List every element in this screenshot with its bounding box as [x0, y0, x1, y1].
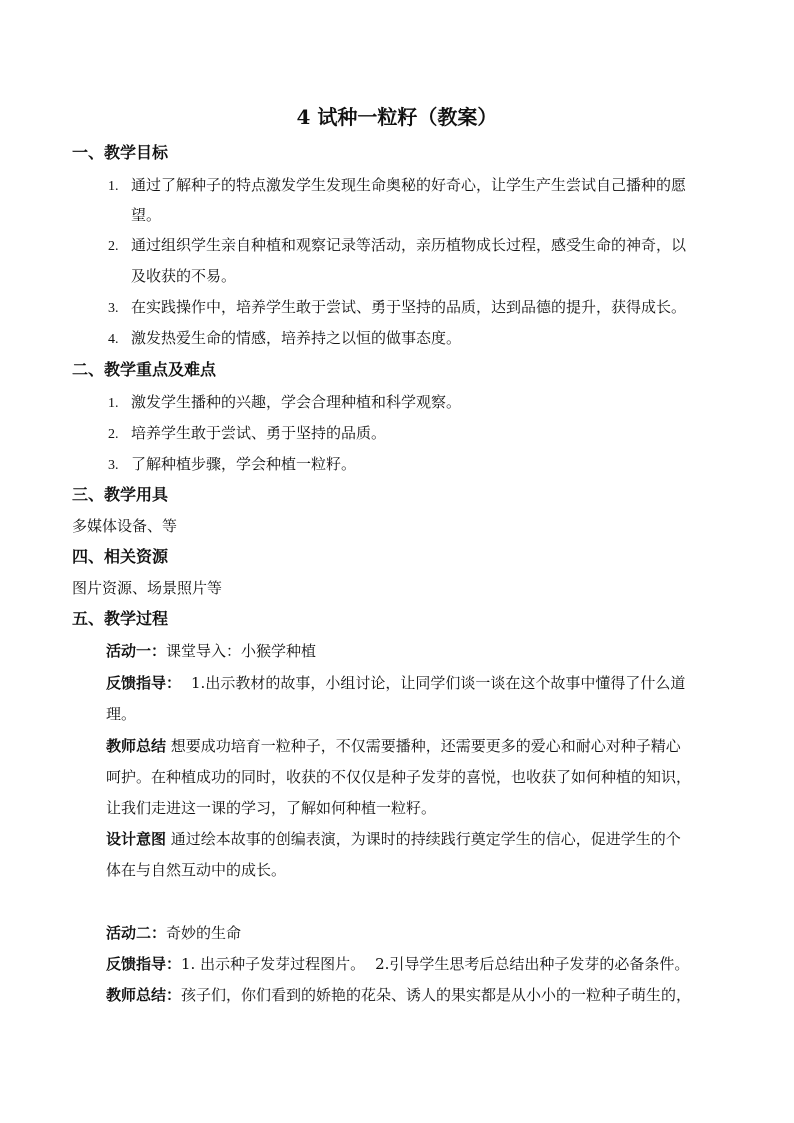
intent-text-continued: 体在与自然互动中的成长。 — [106, 861, 287, 879]
list-number: 3. — [108, 301, 119, 316]
summary-text-continued: 呵护。在种植成功的同时，收获的不仅仅是种子发芽的喜悦，也收获了如何种植的知识， — [106, 768, 692, 786]
list-item — [108, 421, 386, 447]
list-text: 激发热爱生命的情感，培养持之以恒的做事态度。 — [131, 329, 462, 347]
list-text-continued: 望。 — [131, 206, 162, 224]
list-item — [108, 173, 686, 199]
list-number: 2. — [108, 427, 119, 442]
list-text: 激发学生播种的兴趣，学会合理种植和科学观察。 — [131, 393, 462, 411]
summary-text-continued: 让我们走进这一课的学习，了解如何种植一粒籽。 — [106, 799, 437, 817]
teacher-summary-paragraph — [106, 983, 691, 1007]
document-title: 4 试种一粒籽（教案） — [296, 105, 498, 129]
activity-label: 活动二： — [106, 924, 167, 942]
activity-title: 奇妙的生命 — [166, 924, 242, 942]
feedback-text: 2.引导学生思考后总结出种子发芽的必备条件。 — [375, 955, 690, 973]
design-intent-paragraph — [106, 827, 681, 851]
summary-text: 孩子们，你们看到的娇艳的花朵、诱人的果实都是从小小的一粒种子萌生的， — [181, 986, 692, 1004]
feedback-label: 反馈指导： — [106, 955, 182, 973]
feedback-text: 1.出示教材的故事，小组讨论，让同学们谈一谈在这个故事中懂得了什么道 — [191, 674, 686, 692]
list-text: 通过组织学生亲自种植和观察记录等活动，亲历植物成长过程，感受生命的神奇，以 — [131, 236, 687, 254]
list-number: 4. — [108, 332, 119, 347]
feedback-paragraph — [106, 671, 685, 695]
section-heading-key-points: 二、教学重点及难点 — [72, 360, 217, 379]
list-item — [108, 233, 686, 259]
list-number: 1. — [108, 179, 119, 194]
list-number: 2. — [108, 239, 119, 254]
list-item — [108, 295, 686, 321]
teacher-summary-paragraph — [106, 734, 681, 758]
list-text: 培养学生敢于尝试、勇于坚持的品质。 — [131, 424, 387, 442]
activity-two-heading — [106, 921, 241, 945]
section-heading-resources: 四、相关资源 — [72, 547, 169, 566]
activity-one-heading — [106, 639, 316, 663]
list-text-continued: 及收获的不易。 — [131, 267, 237, 285]
list-item — [108, 390, 461, 416]
feedback-text-continued: 理。 — [106, 705, 137, 723]
intent-label: 设计意图 — [106, 830, 167, 848]
section-heading-process: 五、教学过程 — [72, 609, 169, 628]
activity-title: 课堂导入：小猴学种植 — [166, 642, 317, 660]
summary-label: 教师总结： — [106, 986, 182, 1004]
list-text: 在实践操作中，培养学生敢于尝试、勇于坚持的品质，达到品德的提升，获得成长。 — [131, 298, 687, 316]
feedback-text: 1. 出示种子发芽过程图片。 — [181, 955, 366, 973]
list-item — [108, 326, 461, 352]
list-text: 了解种植步骤，学会种植一粒籽。 — [131, 455, 357, 473]
feedback-paragraph — [106, 952, 689, 976]
section-heading-materials: 三、教学用具 — [72, 485, 169, 504]
activity-label: 活动一： — [106, 642, 167, 660]
list-number: 1. — [108, 396, 119, 411]
section-text-materials: 多媒体设备、等 — [72, 517, 178, 535]
summary-label: 教师总结 — [106, 737, 167, 755]
intent-text: 通过绘本故事的创编表演，为课时的持续践行奠定学生的信心，促进学生的个 — [170, 830, 681, 848]
summary-text: 想要成功培育一粒种子，不仅需要播种，还需要更多的爱心和耐心对种子精心 — [170, 737, 681, 755]
feedback-label: 反馈指导： — [106, 674, 182, 692]
section-text-resources: 图片资源、场景照片等 — [72, 579, 223, 597]
list-number: 3. — [108, 458, 119, 473]
section-heading-objectives: 一、教学目标 — [72, 143, 169, 162]
list-item — [108, 452, 356, 478]
list-text: 通过了解种子的特点激发学生发现生命奥秘的好奇心，让学生产生尝试自己播种的愿 — [131, 176, 687, 194]
